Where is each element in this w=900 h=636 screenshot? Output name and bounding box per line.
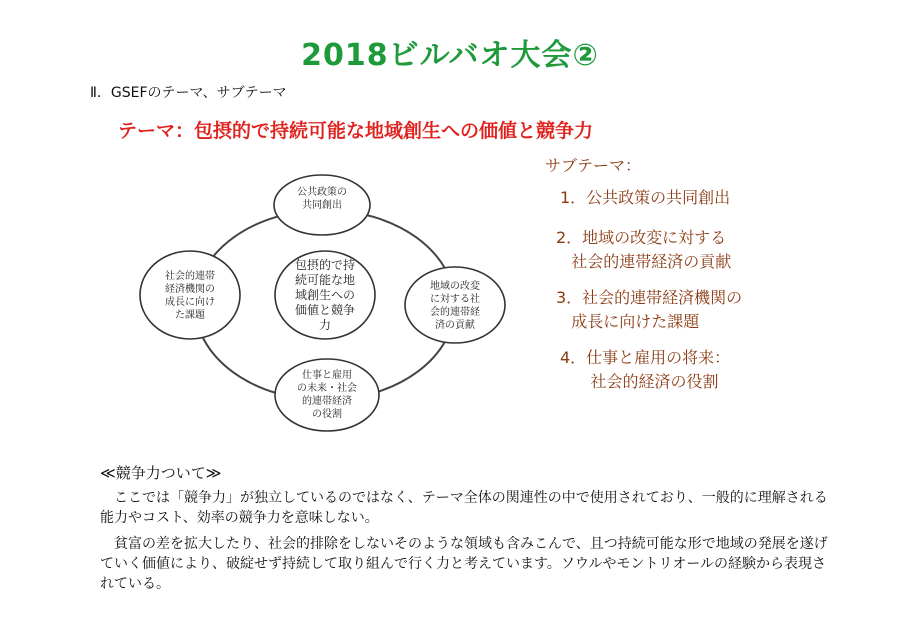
competitiveness-paragraph-1: ここでは「競争力」が独立しているのではなく、テーマ全体の関連性の中で使用されており、一般的に理解される能力やコスト、効率の競争力を意味しない。 — [100, 490, 828, 526]
section-heading: Ⅱ．GSEFのテーマ、サブテーマ — [90, 85, 287, 101]
diagram-node-bottom: 仕事と雇用 の未来・社会 的連帯経済 の役割 — [297, 370, 357, 420]
page-title: 2018ビルバオ大会② — [301, 38, 599, 73]
competitiveness-heading: ≪競争力ついて≫ — [100, 464, 222, 482]
subtheme-item-2: 2．地域の改変に対する 社会的連帯経済の貢献 — [556, 228, 732, 271]
subtheme-item-3: 3．社会的連帯経済機関の 成長に向けた課題 — [556, 288, 743, 331]
theme-heading: テーマ：包摂的で持続可能な地域創生への価値と競争力 — [118, 120, 594, 142]
diagram-node-left: 社会的連帯 経済機関の 成長に向け た課題 — [165, 271, 215, 321]
diagram-node-top: 公共政策の 共同創出 — [297, 187, 347, 211]
subtheme-item-1: 1．公共政策の共同創出 — [560, 188, 731, 207]
subtheme-item-4: 4．仕事と雇用の将来： 社会的経済の役割 — [560, 348, 731, 391]
competitiveness-paragraph-2: 貧富の差を拡大したり、社会的排除をしないそのような領域も含みこんで、且つ持続可能な形で地域の発展を遂げていく価値により、破綻せず持続して取り組んで行く力と考えています。ソウルやモントリオールの経験から表現されている。 — [100, 536, 828, 592]
subtheme-heading: サブテーマ： — [545, 156, 642, 175]
diagram-node-right: 地域の改変 に対する社 会的連帯経 済の貢献 — [430, 281, 480, 331]
diagram-center: 包摂的で持 続可能な地 域創生への 価値と競争 力 — [294, 258, 355, 332]
